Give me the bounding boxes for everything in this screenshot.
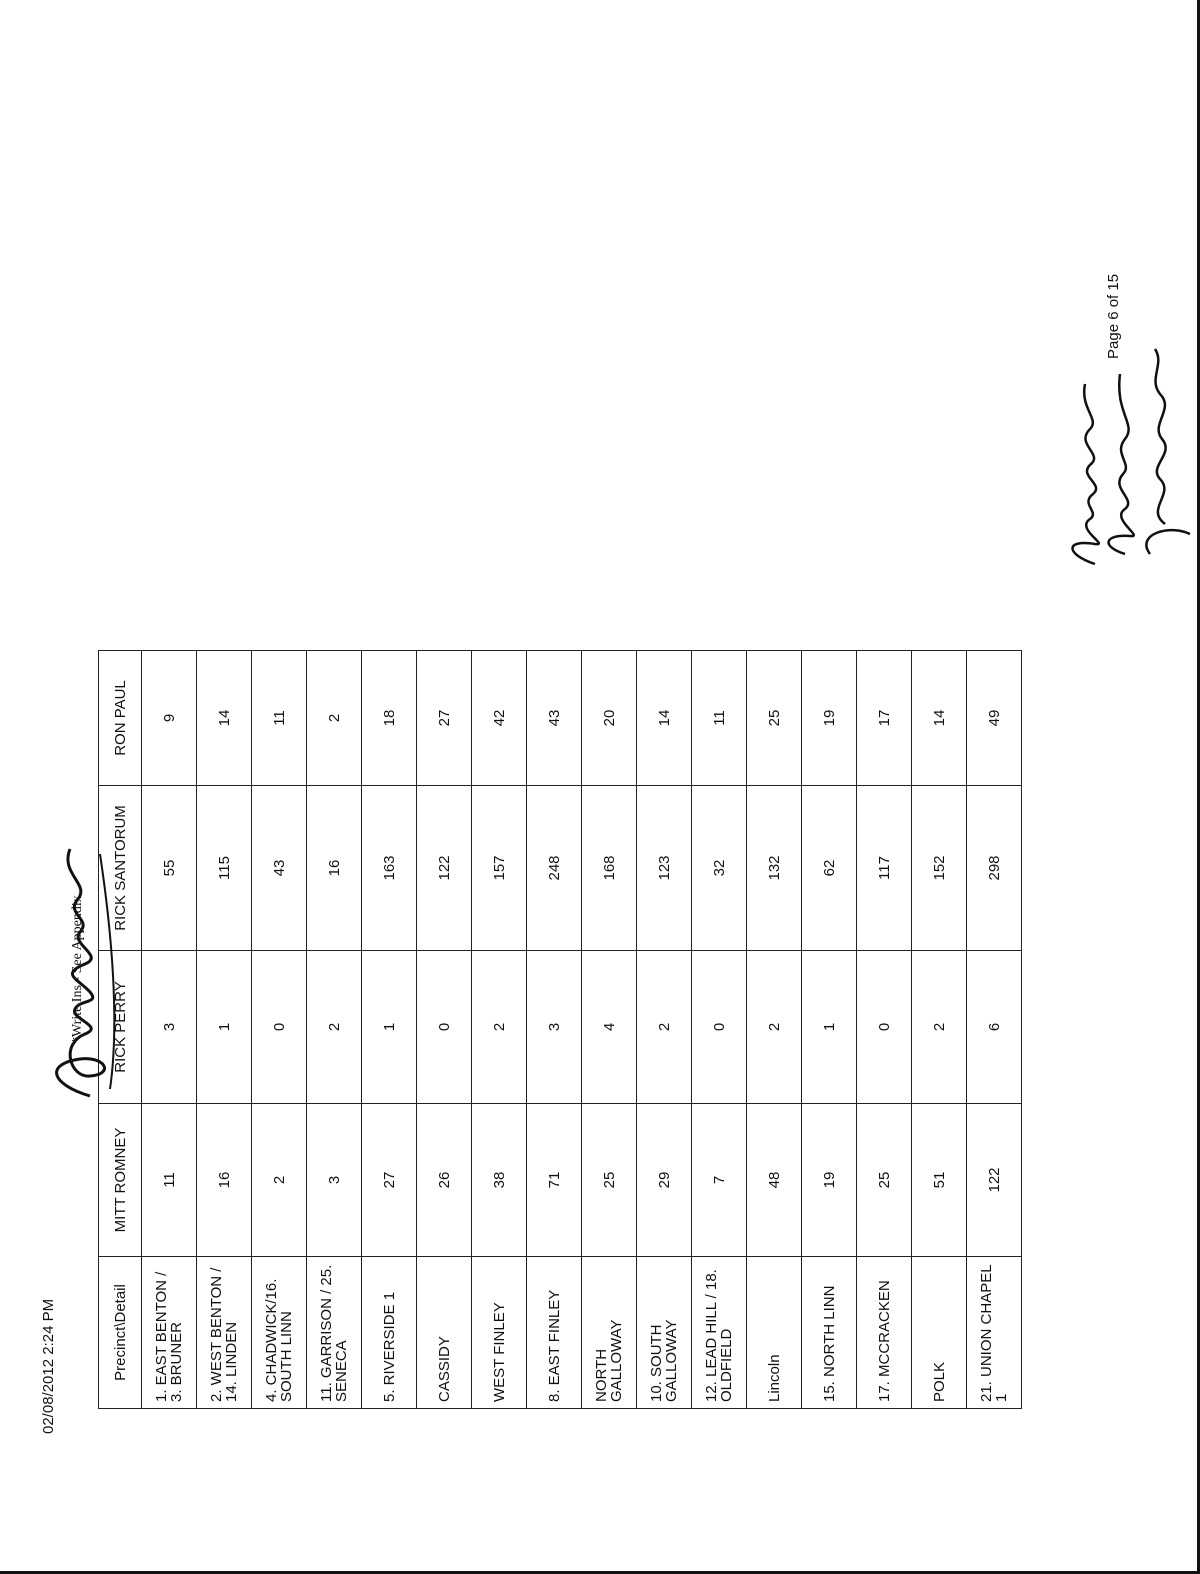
santorum-cell: 122 xyxy=(417,786,472,951)
santorum-cell: 163 xyxy=(362,786,417,951)
precinct-cell: 1. EAST BENTON / 3. BRUNER xyxy=(142,1257,197,1409)
santorum-cell: 55 xyxy=(142,786,197,951)
header-precinct: Precinct\Detail xyxy=(99,1257,142,1409)
perry-cell: 1 xyxy=(802,951,857,1104)
perry-cell: 6 xyxy=(967,951,1022,1104)
paul-cell: 19 xyxy=(802,651,857,786)
precinct-cell: 11. GARRISON / 25. SENECA xyxy=(307,1257,362,1409)
paul-cell: 49 xyxy=(967,651,1022,786)
perry-cell: 0 xyxy=(857,951,912,1104)
paul-cell: 14 xyxy=(637,651,692,786)
table-row xyxy=(747,651,802,1409)
paul-cell: 2 xyxy=(307,651,362,786)
santorum-cell: 123 xyxy=(637,786,692,951)
header-santorum: RICK SANTORUM xyxy=(99,786,142,951)
santorum-cell: 16 xyxy=(307,786,362,951)
paul-cell: 14 xyxy=(912,651,967,786)
perry-cell: 0 xyxy=(692,951,747,1104)
table-row xyxy=(472,651,527,1409)
santorum-cell: 298 xyxy=(967,786,1022,951)
romney-cell: 38 xyxy=(472,1104,527,1257)
santorum-cell: 132 xyxy=(747,786,802,951)
santorum-cell: 43 xyxy=(252,786,307,951)
table-row xyxy=(912,651,967,1409)
perry-cell: 4 xyxy=(582,951,637,1104)
precinct-cell: NORTH GALLOWAY xyxy=(582,1257,637,1409)
romney-cell: 3 xyxy=(307,1104,362,1257)
precinct-cell: 15. NORTH LINN xyxy=(802,1257,857,1409)
precinct-cell: 5. RIVERSIDE 1 xyxy=(362,1257,417,1409)
table-row xyxy=(142,651,197,1409)
page-number: Page 6 of 15 xyxy=(1105,273,1122,359)
table-row xyxy=(582,651,637,1409)
santorum-cell: 115 xyxy=(197,786,252,951)
precinct-cell: 21. UNION CHAPEL 1 xyxy=(967,1257,1022,1409)
table-row xyxy=(692,651,747,1409)
results-table xyxy=(98,650,1022,1409)
romney-cell: 122 xyxy=(967,1104,1022,1257)
perry-cell: 2 xyxy=(472,951,527,1104)
table-row xyxy=(362,651,417,1409)
romney-cell: 26 xyxy=(417,1104,472,1257)
table-row xyxy=(252,651,307,1409)
write-ins-note: *Write Ins - See Appendix xyxy=(70,895,85,1044)
perry-cell: 3 xyxy=(527,951,582,1104)
paul-cell: 9 xyxy=(142,651,197,786)
santorum-cell: 117 xyxy=(857,786,912,951)
precinct-cell: WEST FINLEY xyxy=(472,1257,527,1409)
romney-cell: 25 xyxy=(582,1104,637,1257)
romney-cell: 27 xyxy=(362,1104,417,1257)
santorum-cell: 32 xyxy=(692,786,747,951)
table-row xyxy=(527,651,582,1409)
perry-cell: 2 xyxy=(747,951,802,1104)
header-perry: RICK PERRY xyxy=(99,951,142,1104)
paul-cell: 18 xyxy=(362,651,417,786)
perry-cell: 2 xyxy=(637,951,692,1104)
signature-right-3 xyxy=(1130,344,1200,564)
perry-cell: 1 xyxy=(197,951,252,1104)
paul-cell: 17 xyxy=(857,651,912,786)
table-row xyxy=(857,651,912,1409)
paul-cell: 43 xyxy=(527,651,582,786)
table-row xyxy=(967,651,1022,1409)
table-row xyxy=(307,651,362,1409)
precinct-cell: 17. MCCRACKEN xyxy=(857,1257,912,1409)
romney-cell: 48 xyxy=(747,1104,802,1257)
precinct-cell: 8. EAST FINLEY xyxy=(527,1257,582,1409)
paul-cell: 25 xyxy=(747,651,802,786)
santorum-cell: 168 xyxy=(582,786,637,951)
perry-cell: 1 xyxy=(362,951,417,1104)
signature-left xyxy=(30,834,125,1104)
timestamp: 02/08/2012 2:24 PM xyxy=(40,1298,57,1434)
romney-cell: 29 xyxy=(637,1104,692,1257)
precinct-cell: 4. CHADWICK/16. SOUTH LINN xyxy=(252,1257,307,1409)
santorum-cell: 152 xyxy=(912,786,967,951)
precinct-cell: CASSIDY xyxy=(417,1257,472,1409)
romney-cell: 19 xyxy=(802,1104,857,1257)
paul-cell: 14 xyxy=(197,651,252,786)
perry-cell: 0 xyxy=(417,951,472,1104)
paul-cell: 42 xyxy=(472,651,527,786)
santorum-cell: 62 xyxy=(802,786,857,951)
header-paul: RON PAUL xyxy=(99,651,142,786)
perry-cell: 2 xyxy=(307,951,362,1104)
romney-cell: 25 xyxy=(857,1104,912,1257)
precinct-cell: 10. SOUTH GALLOWAY xyxy=(637,1257,692,1409)
table-row xyxy=(417,651,472,1409)
paul-cell: 27 xyxy=(417,651,472,786)
santorum-cell: 157 xyxy=(472,786,527,951)
precinct-cell: Lincoln xyxy=(747,1257,802,1409)
table-row xyxy=(802,651,857,1409)
table-row xyxy=(637,651,692,1409)
paul-cell: 11 xyxy=(252,651,307,786)
table-body xyxy=(142,651,1022,1409)
romney-cell: 16 xyxy=(197,1104,252,1257)
precinct-cell: 2. WEST BENTON / 14. LINDEN xyxy=(197,1257,252,1409)
precinct-cell: POLK xyxy=(912,1257,967,1409)
romney-cell: 51 xyxy=(912,1104,967,1257)
perry-cell: 3 xyxy=(142,951,197,1104)
paul-cell: 20 xyxy=(582,651,637,786)
romney-cell: 2 xyxy=(252,1104,307,1257)
santorum-cell: 248 xyxy=(527,786,582,951)
header-romney: MITT ROMNEY xyxy=(99,1104,142,1257)
romney-cell: 71 xyxy=(527,1104,582,1257)
romney-cell: 11 xyxy=(142,1104,197,1257)
precinct-cell: 12. LEAD HILL / 18. OLDFIELD xyxy=(692,1257,747,1409)
paul-cell: 11 xyxy=(692,651,747,786)
table-row xyxy=(197,651,252,1409)
perry-cell: 2 xyxy=(912,951,967,1104)
perry-cell: 0 xyxy=(252,951,307,1104)
romney-cell: 7 xyxy=(692,1104,747,1257)
